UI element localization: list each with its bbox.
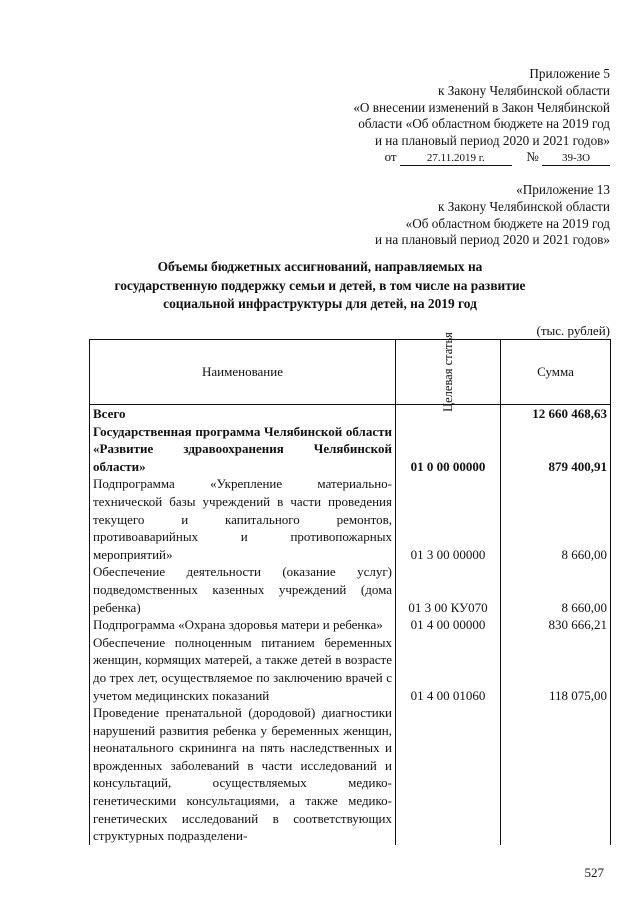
table-row [90, 405, 611, 423]
row-name: Обеспечение деятельности (оказание услуг) подведомственных казенных учреждений (дома ребенка) [90, 563, 396, 616]
row-sum: 8 660,00 [501, 563, 611, 616]
table-row [90, 704, 611, 845]
orig-line: «Об областном бюджете на 2019 год [405, 215, 610, 231]
appendix-line: и на плановый период 2020 и 2021 годов» [374, 133, 610, 149]
document-title: Объемы бюджетных ассигнований, направляемых на государственную поддержку семьи и детей, в том числе на развитие социальной инфраструктуры для детей, на 2019 год [114, 259, 526, 311]
table-row [90, 616, 611, 634]
row-code: 01 4 00 01060 [396, 634, 501, 704]
law-number: 39-ЗО [542, 151, 610, 166]
table-row [90, 475, 611, 563]
table-row [90, 634, 611, 704]
orig-line: и на плановый период 2020 и 2021 годов» [374, 232, 610, 248]
row-code: 01 3 00 00000 [396, 475, 501, 563]
date-prefix: от [384, 149, 397, 164]
row-sum [501, 704, 611, 845]
col-header-code [396, 332, 501, 413]
orig-line: к Закону Челябинской области [438, 198, 610, 214]
original-appendix-header [375, 182, 610, 249]
row-name: Всего [90, 405, 396, 423]
appendix-header [353, 66, 610, 150]
row-name: Государственная программа Челябинской области «Развитие здравоохранения Челябинской области» [90, 423, 396, 476]
row-code: 01 4 00 00000 [396, 616, 501, 634]
row-code: 01 0 00 00000 [396, 423, 501, 476]
table-header-row [90, 340, 611, 405]
appendix-line: «О внесении изменений в Закон Челябинской [353, 99, 610, 115]
appendix-line: к Закону Челябинской области [438, 82, 610, 98]
appendix-line: области «Об областном бюджете на 2019 год [358, 116, 610, 132]
page-number: 527 [584, 865, 604, 880]
col-header-sum: Сумма [501, 340, 611, 405]
number-sign: № [526, 149, 539, 164]
unit-label: (тыс. рублей) [536, 323, 610, 338]
table-row [90, 563, 611, 616]
row-sum: 830 666,21 [501, 616, 611, 634]
law-date: 27.11.2019 г. [400, 151, 512, 166]
row-name: Подпрограмма «Укрепление материально-технической базы учреждений в части проведения текущего и капитального ремонтов, противоаварийных и противопожарных мероприятий» [90, 475, 396, 563]
orig-line: «Приложение 13 [516, 182, 610, 197]
row-code: 01 3 00 КУ070 [396, 563, 501, 616]
row-sum: 879 400,91 [501, 423, 611, 476]
row-name: Обеспечение полноценным питанием беременных женщин, кормящих матерей, а также детей в возрасте до трех лет, осуществляемое по заключению врачей с учетом медицинских показаний [90, 634, 396, 704]
appendix-line: Приложение 5 [529, 66, 610, 81]
law-date-number [385, 149, 610, 166]
budget-table [89, 332, 611, 845]
row-sum: 12 660 468,63 [501, 405, 611, 423]
table-row [90, 423, 611, 476]
row-code [396, 704, 501, 845]
row-sum: 8 660,00 [501, 475, 611, 563]
row-name: Проведение пренатальной (дородовой) диагностики нарушений развития ребенка у беременных женщин, неонатального скрининга на пять наследственных и врожденных заболеваний в части исследований и консультаций, осуществляемых медико-генетическими консультациями, а также медико-генетических исследований в соответствующих структурных подразделени- [90, 704, 396, 845]
col-header-code-text: Целевая статья [440, 332, 455, 413]
row-sum: 118 075,00 [501, 634, 611, 704]
row-name: Подпрограмма «Охрана здоровья матери и ребенка» [90, 616, 396, 634]
col-header-name: Наименование [90, 340, 396, 405]
